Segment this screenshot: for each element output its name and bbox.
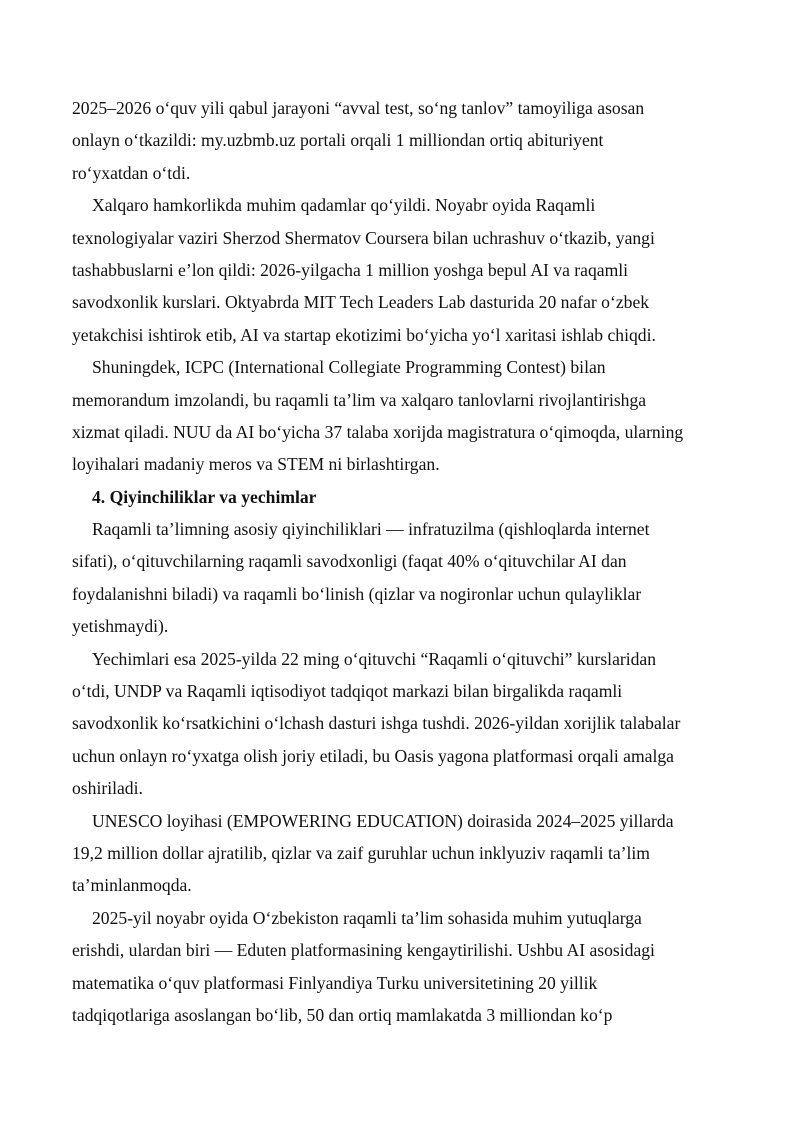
text-line: 2025-yil noyabr oyida O‘zbekiston raqamli ta’lim sohasida muhim yutuqlarga xyxy=(92,907,642,928)
text-line: ta’minlanmoqda. xyxy=(72,875,192,896)
text-line: tashabbuslarni e’lon qildi: 2026-yilgacha 1 million yoshga bepul AI va raqamli xyxy=(72,259,629,280)
text-line: uchun onlayn ro‘yxatga olish joriy etiladi, bu Oasis yagona platformasi orqali amalga xyxy=(72,745,674,766)
text-line: UNESCO loyihasi (EMPOWERING EDUCATION) doirasida 2024–2025 yillarda xyxy=(92,810,674,831)
text-line: Raqamli ta’limning asosiy qiyinchiliklari — infratuzilma (qishloqlarda internet xyxy=(92,519,650,540)
text-line: savodxonlik ko‘rsatkichini o‘lchash dasturi ishga tushdi. 2026-yildan xorijlik talabalar xyxy=(72,713,681,734)
text-line: texnologiyalar vaziri Sherzod Shermatov Coursera bilan uchrashuv o‘tkazib, yangi xyxy=(72,227,655,248)
text-line: sifati), o‘qituvchilarning raqamli savodxonligi (faqat 40% o‘qituvchilar AI dan xyxy=(72,551,627,572)
text-line: erishdi, ulardan biri — Eduten platformasining kengaytirilishi. Ushbu AI asosidagi xyxy=(72,940,655,961)
text-line: onlayn o‘tkazildi: my.uzbmb.uz portali orqali 1 milliondan ortiq abituriyent xyxy=(72,130,604,151)
text-line: oshiriladi. xyxy=(72,778,143,799)
section-heading: 4. Qiyinchiliklar va yechimlar xyxy=(92,486,317,507)
text-line: ro‘yxatdan o‘tdi. xyxy=(72,162,191,183)
text-line: foydalanishni biladi) va raqamli bo‘linish (qizlar va nogironlar uchun qulayliklar xyxy=(72,583,642,604)
text-line: yetishmaydi). xyxy=(72,616,169,637)
text-line: matematika o‘quv platformasi Finlyandiya Turku universitetining 20 yillik xyxy=(72,972,598,993)
text-line: 2025–2026 o‘quv yili qabul jarayoni “avval test, so‘ng tanlov” tamoyiliga asosan xyxy=(72,98,645,118)
text-line: Shuningdek, ICPC (International Collegiate Programming Contest) bilan xyxy=(92,357,606,378)
text-line: 19,2 million dollar ajratilib, qizlar va zaif guruhlar uchun inklyuziv raqamli ta’lim xyxy=(72,842,650,863)
text-line: xizmat qiladi. NUU da AI bo‘yicha 37 talaba xorijda magistratura o‘qimoqda, ularning xyxy=(72,421,684,442)
text-line: yetakchisi ishtirok etib, AI va startap ekotizimi bo‘yicha yo‘l xaritasi ishlab chiqdi. xyxy=(72,324,656,345)
text-line: Yechimlari esa 2025-yilda 22 ming o‘qituvchi “Raqamli o‘qituvchi” kurslaridan xyxy=(92,648,657,669)
text-line: savodxonlik kurslari. Oktyabrda MIT Tech Leaders Lab dasturida 20 nafar o‘zbek xyxy=(72,292,650,313)
text-line: memorandum imzolandi, bu raqamli ta’lim va xalqaro tanlovlarni rivojlantirishga xyxy=(72,389,647,410)
document-body xyxy=(72,92,732,1031)
text-line: tadqiqotlariga asoslangan bo‘lib, 50 dan ortiq mamlakatda 3 milliondan ko‘p xyxy=(72,1004,613,1025)
text-line: loyihalari madaniy meros va STEM ni birlashtirgan. xyxy=(72,454,440,475)
text-line: o‘tdi, UNDP va Raqamli iqtisodiyot tadqiqot markazi bilan birgalikda raqamli xyxy=(72,681,623,702)
text-line: Xalqaro hamkorlikda muhim qadamlar qo‘yildi. Noyabr oyida Raqamli xyxy=(92,195,596,216)
